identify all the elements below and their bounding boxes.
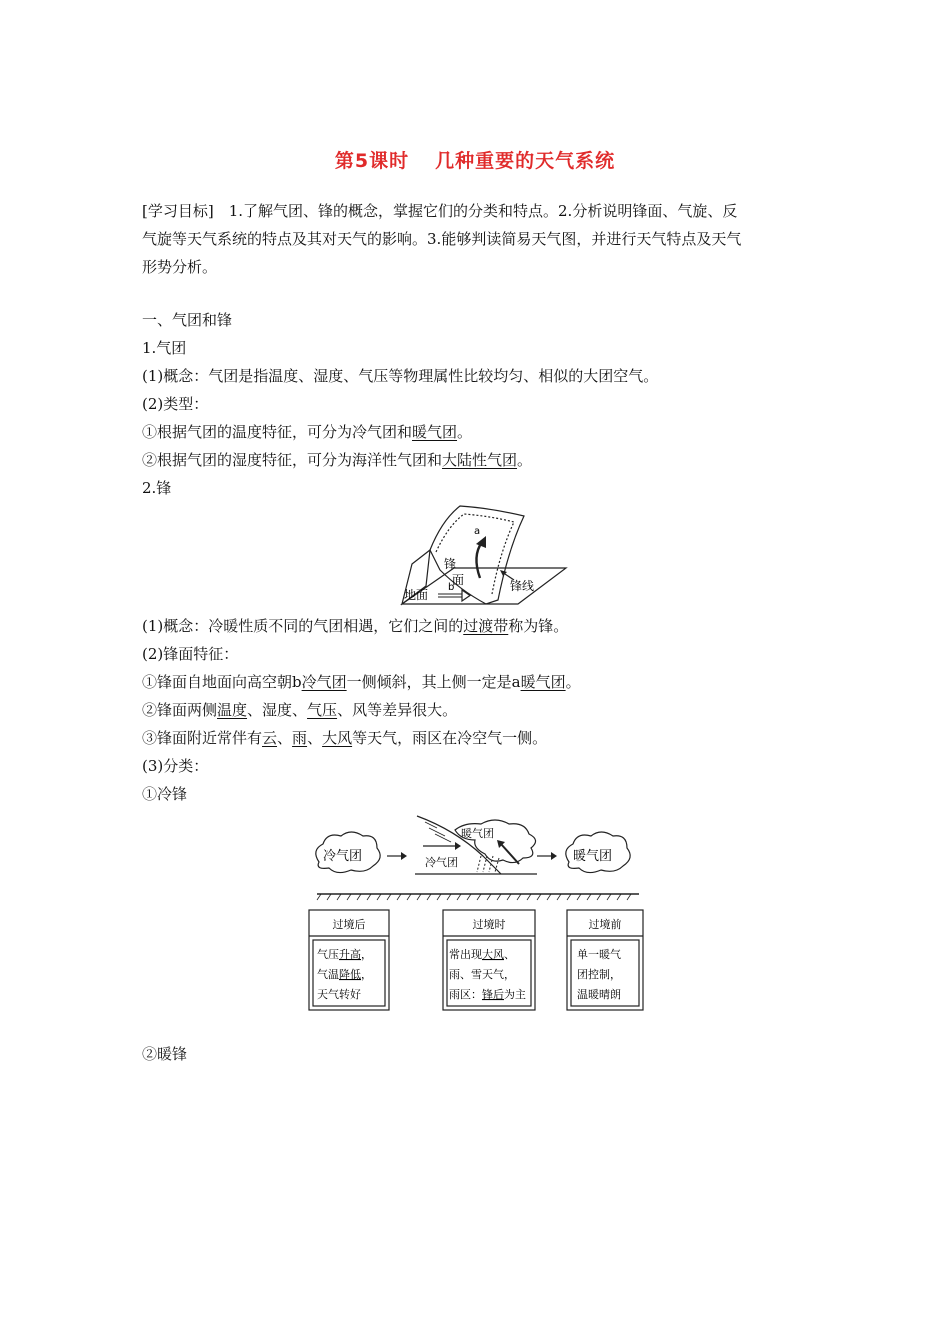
cold-air-label: 冷气团	[425, 856, 458, 869]
warm-front-heading: ②暖锋	[142, 1045, 188, 1063]
airmass-type-1: ①根据气团的温度特征，可分为冷气团和暖气团。	[142, 423, 473, 441]
label-mian: 面	[452, 573, 465, 587]
front-class-heading: (3)分类：	[142, 757, 209, 775]
objectives-line-2: 气旋等天气系统的特点及其对天气的影响。3.能够判读简易天气图，并进行天气特点及天气	[142, 230, 742, 248]
box-after-line-1: 气压升高，	[317, 948, 372, 961]
box-before-line-3: 温暖晴朗	[577, 988, 621, 1001]
cloud-right-label: 暖气团	[573, 849, 613, 864]
label-ground: 地面	[404, 588, 429, 602]
answer: 大风	[322, 729, 353, 747]
answer: 大陆性气团	[442, 451, 518, 469]
answer: 气压	[307, 701, 338, 719]
airmass-concept: (1)概念：气团是指温度、湿度、气压等物理属性比较均匀、相似的大团空气。	[142, 367, 659, 385]
front-concept: (1)概念：冷暖性质不同的气团相遇，它们之间的过渡带称为锋。	[142, 617, 569, 635]
airmass-types-heading: (2)类型：	[142, 395, 209, 413]
box-during-title: 过境时	[472, 918, 506, 931]
box-after-title: 过境后	[332, 918, 366, 931]
front-feature-1: ①锋面自地面向高空朝b冷气团一侧倾斜，其上侧一定是a暖气团。	[142, 673, 581, 691]
front-features-heading: (2)锋面特征：	[142, 645, 239, 663]
airmass-heading: 1.气团	[142, 339, 187, 357]
answer: 暖气团	[412, 423, 458, 441]
box-before-line-1: 单一暖气	[577, 948, 621, 961]
box-during-line-1: 常出现大风、	[449, 948, 515, 961]
objectives-line-3: 形势分析。	[142, 258, 218, 276]
objectives-line-1: [学习目标] 1.了解气团、锋的概念，掌握它们的分类和特点。2.分析说明锋面、气旋、反	[142, 202, 738, 220]
box-after-line-2: 气温降低，	[317, 968, 372, 981]
box-during-line-2: 雨、雪天气，	[449, 968, 515, 981]
label-a: a	[474, 526, 481, 537]
airmass-type-2: ②根据气团的湿度特征，可分为海洋性气团和大陆性气团。	[142, 451, 533, 469]
label-feng: 锋	[444, 557, 457, 571]
cloud-left-label: 冷气团	[323, 849, 363, 864]
front-feature-2: ②锋面两侧温度、湿度、气压、风等差异很大。	[142, 701, 458, 719]
box-during-line-3: 雨区：锋后为主	[449, 988, 526, 1001]
front-heading: 2.锋	[142, 479, 172, 497]
answer: 雨	[292, 729, 308, 747]
answer: 温度	[217, 701, 248, 719]
label-frontline: 锋线	[510, 579, 535, 593]
answer: 暖气团	[520, 673, 566, 691]
label-b: b	[448, 582, 455, 593]
box-before-line-2: 团控制，	[577, 968, 621, 981]
cold-front-heading: ①冷锋	[142, 785, 188, 803]
cold-front-figure	[305, 810, 650, 1016]
front-feature-3: ③锋面附近常伴有云、雨、大风等天气，雨区在冷空气一侧。	[142, 729, 548, 747]
box-after-line-3: 天气转好	[317, 988, 361, 1001]
answer: 过渡带	[463, 617, 509, 635]
page-title: 第5课时 几种重要的天气系统	[334, 150, 616, 172]
answer: 云	[262, 729, 278, 747]
warm-air-label: 暖气团	[461, 827, 494, 840]
front-surface-figure	[390, 500, 570, 612]
section-heading: 一、气团和锋	[142, 311, 233, 329]
answer: 冷气团	[301, 673, 347, 691]
box-before-title: 过境前	[588, 918, 622, 931]
